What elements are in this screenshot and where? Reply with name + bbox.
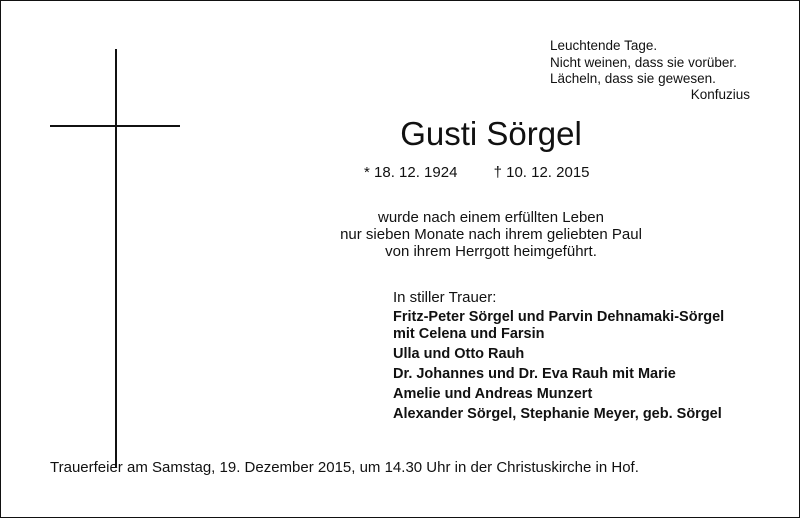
- mourner-name: Dr. Johannes und Dr. Eva Rauh mit Marie: [393, 366, 676, 382]
- cross-icon: [115, 49, 117, 467]
- death-date: † 10. 12. 2015: [493, 164, 590, 181]
- mourners-label: In stiller Trauer:: [393, 289, 497, 306]
- mourners-list: [393, 309, 724, 426]
- tribute-text: [241, 209, 741, 260]
- mourner-name: Amelie und Andreas Munzert: [393, 386, 593, 402]
- quote: [550, 38, 760, 88]
- mourner-entry: [393, 386, 724, 403]
- funeral-service-info: Trauerfeier am Samstag, 19. Dezember 2015, um 14.30 Uhr in der Christuskirche in Hof.: [50, 459, 639, 476]
- tribute-line: nur sieben Monate nach ihrem geliebten Paul: [340, 226, 642, 243]
- cross-icon-bar: [50, 125, 180, 127]
- mourner-name-continued: mit Celena und Farsin: [393, 326, 545, 342]
- mourner-name: Ulla und Otto Rauh: [393, 346, 525, 362]
- birth-date: * 18. 12. 1924: [364, 164, 458, 181]
- life-dates: [364, 164, 590, 182]
- quote-line: Lächeln, dass sie gewesen.: [550, 71, 716, 86]
- mourner-name: Alexander Sörgel, Stephanie Meyer, geb. Sörgel: [393, 406, 722, 422]
- quote-line: Nicht weinen, dass sie vorüber.: [550, 54, 737, 70]
- mourner-entry: [393, 346, 724, 363]
- quote-line: Leuchtende Tage.: [550, 38, 658, 53]
- mourner-entry: [393, 366, 724, 383]
- mourner-name: Fritz-Peter Sörgel und Parvin Dehnamaki-Sörgel: [393, 309, 725, 325]
- deceased-name: Gusti Sörgel: [400, 115, 582, 152]
- tribute-line: von ihrem Herrgott heimgeführt.: [385, 243, 597, 260]
- quote-author: Konfuzius: [690, 87, 750, 102]
- mourner-entry: [393, 406, 724, 423]
- mourner-entry: [393, 309, 724, 343]
- tribute-line: wurde nach einem erfüllten Leben: [378, 209, 604, 226]
